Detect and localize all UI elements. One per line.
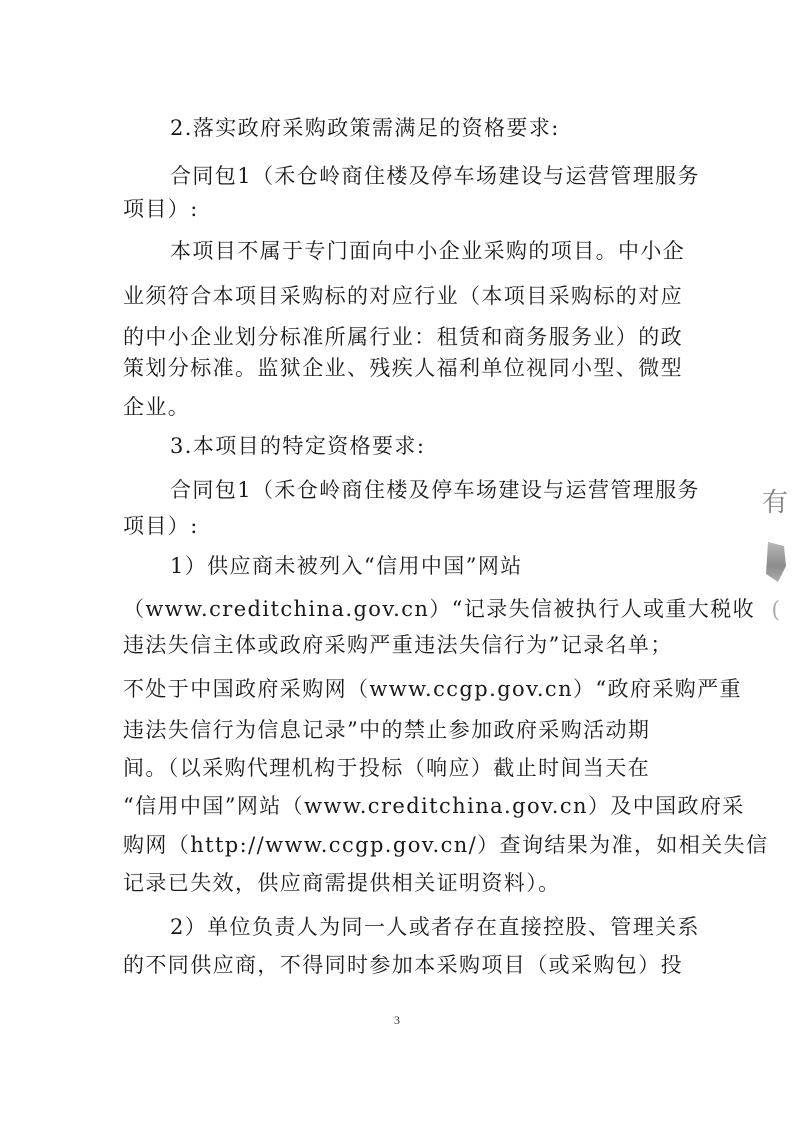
paragraph-line: 的中小企业划分标准所属行业：租赁和商务服务业）的政 bbox=[123, 325, 683, 349]
requirement-item-2: 2）单位负责人为同一人或者存在直接控股、管理关系 bbox=[170, 915, 700, 939]
requirement-item-1-line: 间。（以采购代理机构于投标（响应）截止时间当天在 bbox=[123, 756, 651, 780]
requirement-item-1-line: 购网（http://www.ccgp.gov.cn/）查询结果为准，如相关失信 bbox=[123, 833, 769, 857]
paragraph-line: 企业。 bbox=[123, 395, 191, 419]
requirement-item-1-line: 违法失信行为信息记录”中的禁止参加政府采购活动期 bbox=[123, 718, 651, 742]
requirement-item-1-line: “信用中国”网站（www.creditchina.gov.cn）及中国政府采 bbox=[123, 794, 745, 818]
seal-fragment-mark bbox=[766, 542, 786, 582]
edge-parenthesis: ( bbox=[771, 598, 780, 623]
edge-character: 有 bbox=[761, 488, 788, 518]
page-number: 3 bbox=[394, 1013, 400, 1027]
requirement-item-1: 1）供应商未被列入“信用中国”网站 bbox=[170, 554, 523, 578]
paragraph-heading-policy-requirements: 2.落实政府采购政策需满足的资格要求: bbox=[170, 116, 560, 140]
contract-package-line-cont: 项目）: bbox=[123, 197, 199, 221]
contract-package-line: 合同包1（禾仓岭商住楼及停车场建设与运营管理服务 bbox=[170, 478, 700, 502]
requirement-item-1-line: 记录已失效，供应商需提供相关证明资料）。 bbox=[123, 871, 561, 895]
requirement-item-1-line: 不处于中国政府采购网（www.ccgp.gov.cn）“政府采购严重 bbox=[123, 677, 742, 701]
requirement-item-2-line: 的不同供应商，不得同时参加本采购项目（或采购包）投 bbox=[123, 953, 683, 977]
contract-package-line: 合同包1（禾仓岭商住楼及停车场建设与运营管理服务 bbox=[170, 164, 700, 188]
paragraph-line: 策划分标准。监狱企业、残疾人福利单位视同小型、微型 bbox=[123, 356, 683, 380]
requirement-item-1-line: （www.creditchina.gov.cn）“记录失信被执行人或重大税收 bbox=[123, 597, 756, 621]
paragraph-heading-specific-requirements: 3.本项目的特定资格要求: bbox=[170, 434, 426, 458]
contract-package-line-cont: 项目）: bbox=[123, 514, 199, 538]
paragraph-line: 业须符合本项目采购标的对应行业（本项目采购标的对应 bbox=[123, 284, 683, 308]
adjacent-page-edge bbox=[760, 470, 794, 660]
paragraph-line: 本项目不属于专门面向中小企业采购的项目。中小企 bbox=[170, 239, 686, 263]
requirement-item-1-line: 违法失信主体或政府采购严重违法失信行为”记录名单； bbox=[123, 633, 673, 657]
